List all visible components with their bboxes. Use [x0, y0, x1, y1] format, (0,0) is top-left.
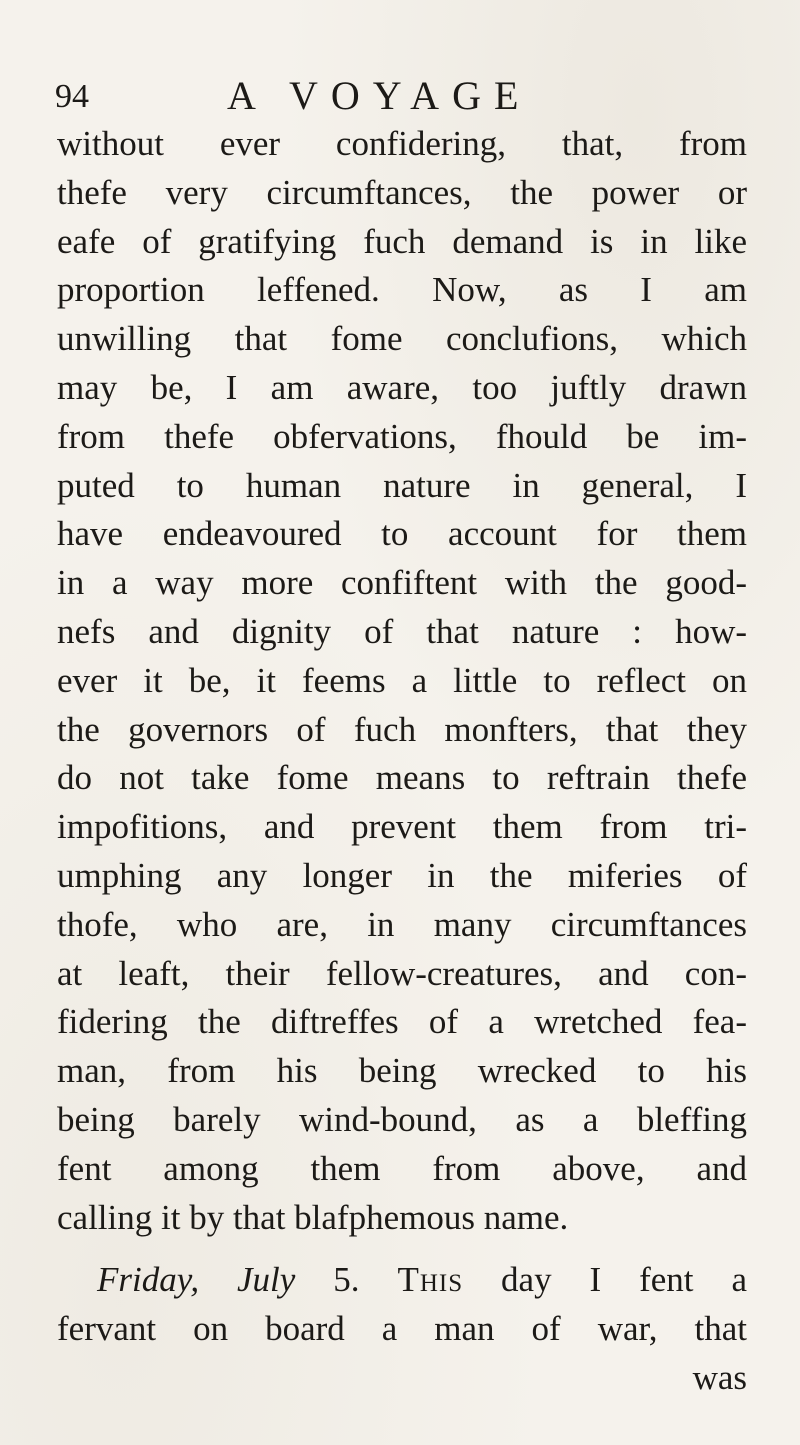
text-line: eafe of gratifying fuch demand is in like	[57, 221, 747, 261]
dated-entry-line	[57, 1256, 747, 1305]
page-number: 94	[55, 78, 89, 115]
text-line: man, from his being wrecked to his	[57, 1051, 747, 1091]
text-line: puted to human nature in general, I	[57, 465, 747, 505]
text-line: do not take fome means to reftrain thefe	[57, 758, 747, 798]
text-line: calling it by that blafphemous name.	[57, 1197, 569, 1237]
text-line: may be, I am aware, too juftly drawn	[57, 367, 747, 407]
entry-line-rest: day I fent a	[501, 1260, 747, 1300]
text-line: umphing any longer in the miferies of	[57, 855, 747, 895]
page-header	[55, 72, 755, 122]
text-line: at leaft, their fellow-creatures, and con-	[57, 953, 747, 993]
text-line: being barely wind-bound, as a bleffing	[57, 1099, 747, 1139]
entry-first-word: This	[397, 1260, 464, 1300]
text-line: unwilling that fome conclufions, which	[57, 319, 747, 359]
entry-date-number: 5.	[333, 1260, 360, 1300]
text-line: in a way more confiftent with the good-	[57, 563, 747, 603]
text-line: proportion leffened. Now, as I am	[57, 270, 747, 310]
text-line: fervant on board a man of war, that	[57, 1309, 747, 1349]
text-line: have endeavoured to account for them	[57, 514, 747, 554]
text-line: from thefe obfervations, fhould be im-	[57, 416, 747, 456]
text-line: the governors of fuch monfters, that they	[57, 709, 747, 749]
entry-month: July	[237, 1260, 296, 1300]
entry-day: Friday,	[97, 1260, 200, 1300]
text-line: thefe very circumftances, the power or	[57, 172, 747, 212]
text-line: impofitions, and prevent them from tri-	[57, 807, 747, 847]
paragraph-gap	[57, 1242, 747, 1256]
text-line: nefs and dignity of that nature : how-	[57, 611, 747, 651]
text-line: thofe, who are, in many circumftances	[57, 904, 747, 944]
body-text	[57, 120, 747, 1403]
text-line: without ever confidering, that, from	[57, 124, 747, 163]
text-line: ever it be, it feems a little to reflect on	[57, 660, 747, 700]
running-head: A VOYAGE	[227, 73, 532, 118]
catchword: was	[692, 1357, 747, 1397]
text-line: fent among them from above, and	[57, 1148, 747, 1188]
text-line: fidering the diftreffes of a wretched fea-	[57, 1002, 747, 1042]
